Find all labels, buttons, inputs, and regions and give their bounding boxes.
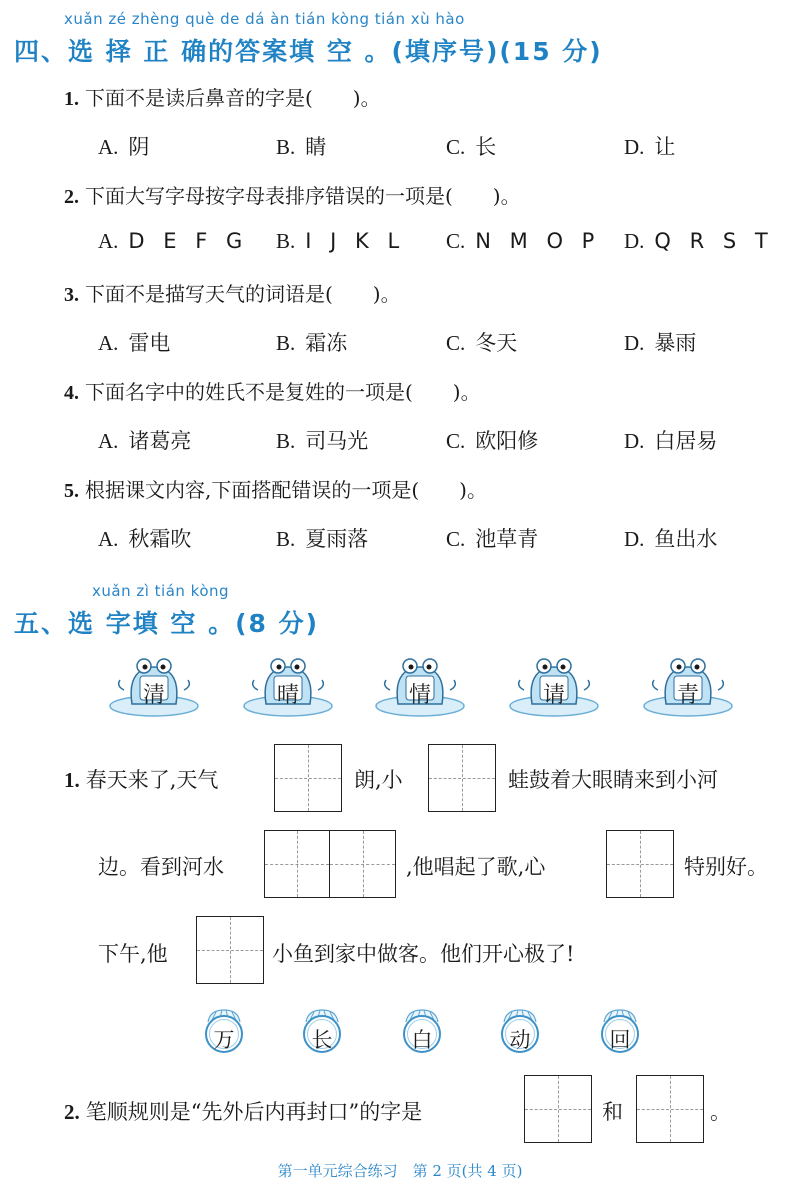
option-text: 白居易 xyxy=(654,429,718,453)
option-letter: D. xyxy=(624,429,645,453)
option-letter: B. xyxy=(276,135,296,159)
q1-number: 1. xyxy=(64,768,80,792)
option-text: 霜冻 xyxy=(305,331,348,355)
option-a[interactable] xyxy=(98,425,191,455)
frog-card-4 xyxy=(506,656,602,718)
shell-char: 动 xyxy=(509,1028,531,1052)
option-a[interactable] xyxy=(98,523,191,553)
option-b[interactable] xyxy=(276,327,347,357)
shell-card-2 xyxy=(298,1006,346,1054)
q2-number: 2. xyxy=(64,1100,80,1124)
shell-card-4 xyxy=(496,1006,544,1054)
option-c[interactable] xyxy=(446,425,538,455)
frog-card-1 xyxy=(106,656,202,718)
question-2 xyxy=(64,180,521,209)
option-text: 让 xyxy=(654,135,676,159)
option-d[interactable] xyxy=(624,131,675,161)
option-text: I J K L xyxy=(305,229,406,253)
option-letter: A. xyxy=(98,527,119,551)
option-letter: A. xyxy=(98,135,119,159)
q2-text-b: 和 xyxy=(602,1100,623,1124)
answer-box-6[interactable] xyxy=(524,1075,592,1143)
option-d[interactable] xyxy=(624,229,774,254)
question-4 xyxy=(64,376,481,405)
section4-title: 四、选 择 正 确的答案填 空 。(填序号)(15 分) xyxy=(14,37,603,66)
option-letter: D. xyxy=(624,229,645,253)
option-text: 冬天 xyxy=(475,331,518,355)
option-letter: D. xyxy=(624,527,645,551)
option-d[interactable] xyxy=(624,523,717,553)
shell-card-1 xyxy=(200,1006,248,1054)
frog-card-5 xyxy=(640,656,736,718)
frog-char: 情 xyxy=(408,683,431,708)
answer-box-1[interactable] xyxy=(274,744,342,812)
frog-char: 青 xyxy=(676,683,699,708)
q1-text-2c: 特别好。 xyxy=(684,855,768,879)
option-b[interactable] xyxy=(276,131,326,161)
answer-box-3[interactable] xyxy=(264,830,396,898)
answer-box-4[interactable] xyxy=(606,830,674,898)
answer-box-5[interactable] xyxy=(196,916,264,984)
option-letter: C. xyxy=(446,429,466,453)
option-c[interactable] xyxy=(446,131,496,161)
option-letter: B. xyxy=(276,229,296,253)
option-letter: C. xyxy=(446,527,466,551)
option-text: D E F G xyxy=(128,229,249,253)
option-text: 夏雨落 xyxy=(305,527,369,551)
q1-text-3a: 下午,他 xyxy=(98,942,168,966)
option-b[interactable] xyxy=(276,229,405,254)
option-letter: C. xyxy=(446,331,466,355)
shell-char: 长 xyxy=(311,1028,333,1052)
question-number: 2. xyxy=(64,186,79,208)
option-text: Q R S T xyxy=(654,229,774,253)
answer-box-7[interactable] xyxy=(636,1075,704,1143)
question-5 xyxy=(64,474,487,503)
frog-char: 请 xyxy=(542,683,565,708)
option-letter: C. xyxy=(446,229,466,253)
q1-text-1a: 春天来了,天气 xyxy=(85,768,219,792)
option-text: 睛 xyxy=(305,135,327,159)
question-text: 下面名字中的姓氏不是复姓的一项是( )。 xyxy=(85,380,481,404)
question-number: 1. xyxy=(64,88,79,110)
option-text: 鱼出水 xyxy=(654,527,718,551)
option-letter: B. xyxy=(276,331,296,355)
option-b[interactable] xyxy=(276,523,368,553)
option-text: N M O P xyxy=(475,229,601,253)
q1-text-1b: 朗,小 xyxy=(354,768,403,792)
question-text: 下面大写字母按字母表排序错误的一项是( )。 xyxy=(85,184,521,208)
page-footer: 第一单元综合练习 第 2 页(共 4 页) xyxy=(277,1162,523,1180)
q2-text-a: 笔顺规则是“先外后内再封口”的字是 xyxy=(85,1100,423,1124)
option-text: 秋霜吹 xyxy=(128,527,192,551)
option-c[interactable] xyxy=(446,229,600,254)
option-a[interactable] xyxy=(98,229,248,254)
q2-line xyxy=(64,1096,422,1126)
option-letter: B. xyxy=(276,527,296,551)
q1-line1-a xyxy=(64,764,218,794)
option-text: 暴雨 xyxy=(654,331,697,355)
shell-char: 回 xyxy=(609,1028,631,1052)
shell-card-3 xyxy=(398,1006,446,1054)
shell-char: 万 xyxy=(213,1028,235,1052)
q1-text-3b: 小鱼到家中做客。他们开心极了! xyxy=(272,942,575,966)
option-letter: A. xyxy=(98,229,119,253)
option-d[interactable] xyxy=(624,327,696,357)
frog-char: 清 xyxy=(142,683,165,708)
section4-pinyin: xuǎn zé zhèng què de dá àn tián kòng tián xù hào xyxy=(64,10,465,28)
answer-box-2[interactable] xyxy=(428,744,496,812)
option-letter: A. xyxy=(98,429,119,453)
option-text: 池草青 xyxy=(475,527,539,551)
option-text: 阴 xyxy=(128,135,150,159)
option-letter: D. xyxy=(624,135,645,159)
question-text: 根据课文内容,下面搭配错误的一项是( )。 xyxy=(85,478,487,502)
option-b[interactable] xyxy=(276,425,368,455)
option-letter: A. xyxy=(98,331,119,355)
frog-char: 晴 xyxy=(276,683,299,708)
section5-title: 五、选 字填 空 。(8 分) xyxy=(14,609,320,638)
option-letter: B. xyxy=(276,429,296,453)
option-letter: D. xyxy=(624,331,645,355)
option-c[interactable] xyxy=(446,523,538,553)
question-number: 3. xyxy=(64,284,79,306)
question-3 xyxy=(64,278,401,307)
option-text: 司马光 xyxy=(305,429,369,453)
frog-card-3 xyxy=(372,656,468,718)
question-number: 5. xyxy=(64,480,79,502)
shell-char: 白 xyxy=(411,1028,433,1052)
option-c[interactable] xyxy=(446,327,517,357)
question-text: 下面不是描写天气的词语是( )。 xyxy=(85,282,401,306)
question-1 xyxy=(64,82,381,111)
option-text: 欧阳修 xyxy=(475,429,539,453)
section5-pinyin: xuǎn zì tián kòng xyxy=(92,582,230,600)
shell-card-5 xyxy=(596,1006,644,1054)
frog-card-2 xyxy=(240,656,336,718)
option-a[interactable] xyxy=(98,131,149,161)
q1-text-1c: 蛙鼓着大眼睛来到小河 xyxy=(508,768,718,792)
option-a[interactable] xyxy=(98,327,170,357)
q2-text-c: 。 xyxy=(710,1100,731,1124)
q1-text-2b: ,他唱起了歌,心 xyxy=(406,855,546,879)
question-number: 4. xyxy=(64,382,79,404)
question-text: 下面不是读后鼻音的字是( )。 xyxy=(85,86,381,110)
option-text: 诸葛亮 xyxy=(128,429,192,453)
option-text: 长 xyxy=(475,135,497,159)
q1-text-2a: 边。看到河水 xyxy=(98,855,224,879)
option-text: 雷电 xyxy=(128,331,171,355)
option-letter: C. xyxy=(446,135,466,159)
option-d[interactable] xyxy=(624,425,717,455)
